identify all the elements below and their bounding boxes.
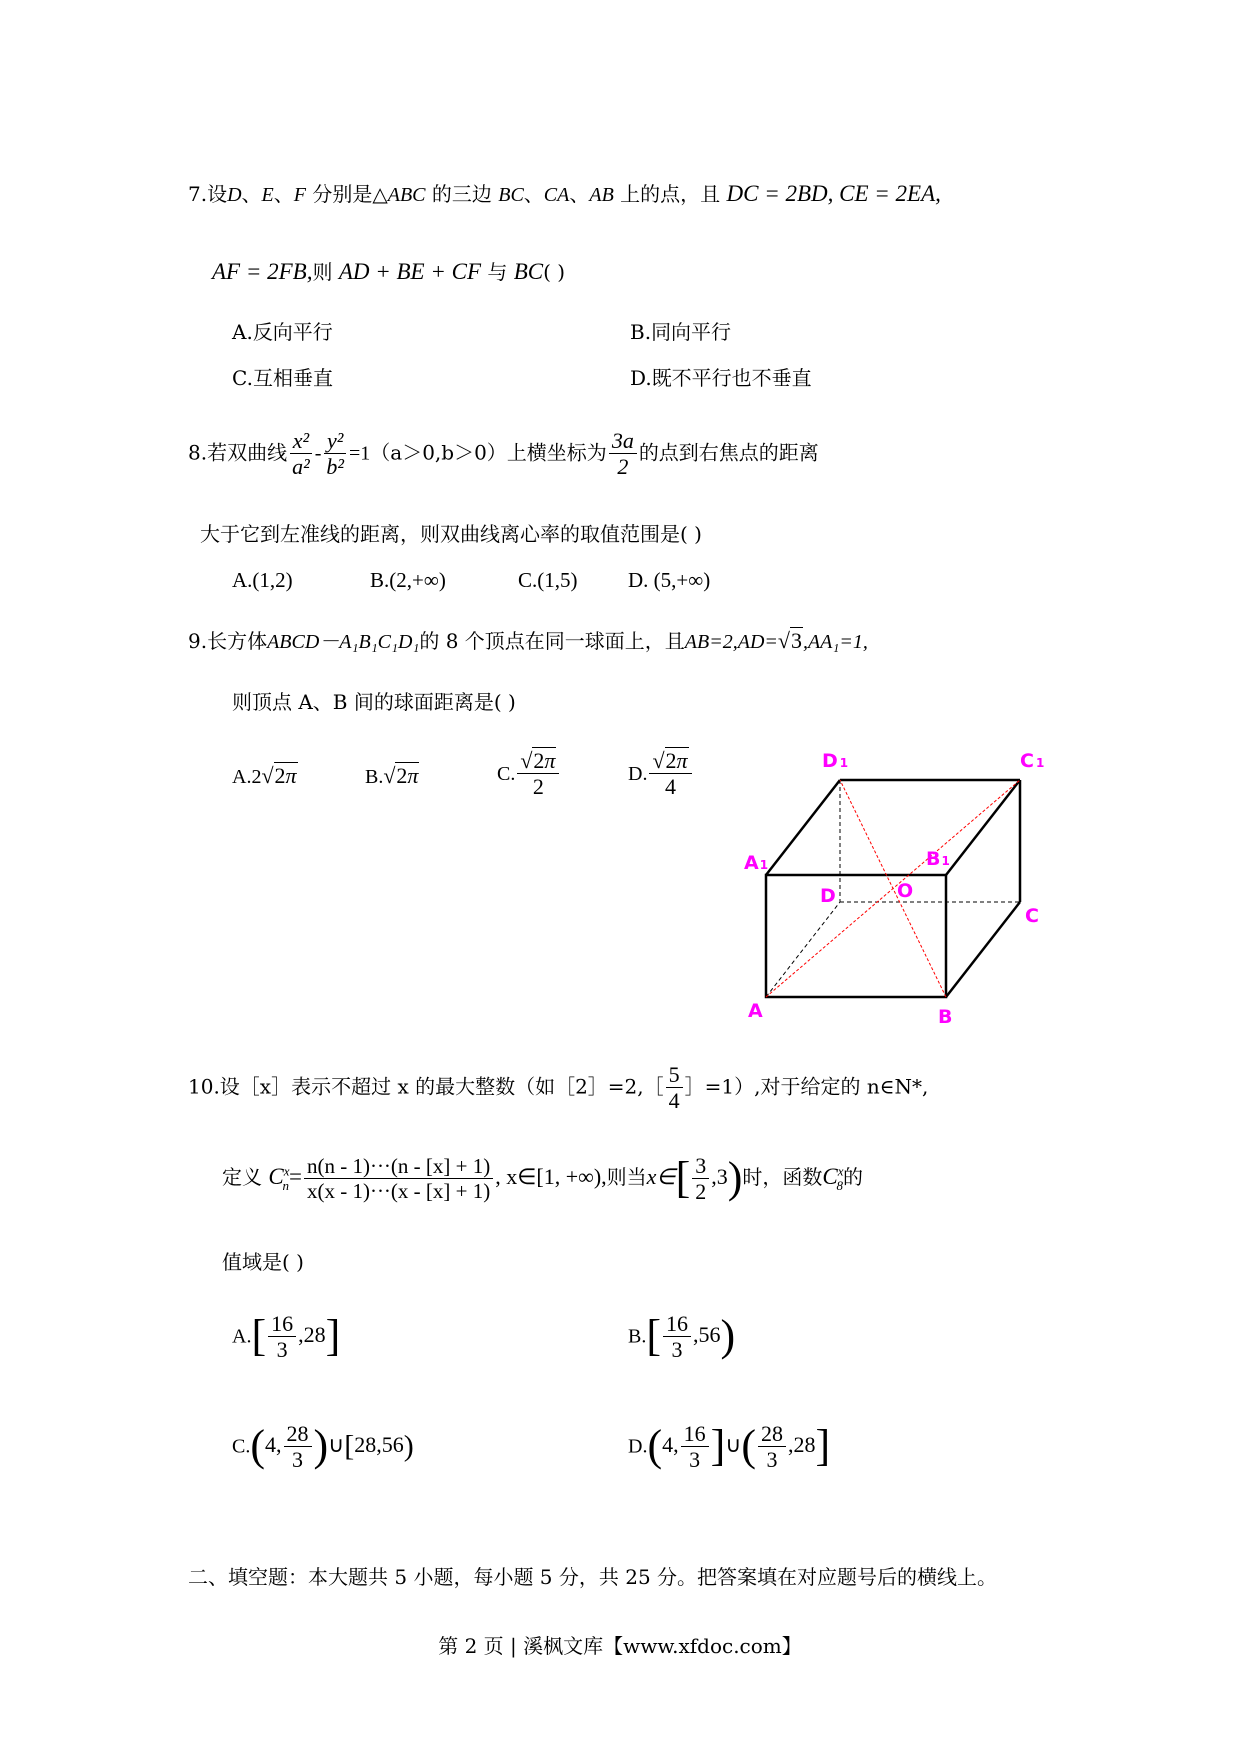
q10-line1 bbox=[188, 1062, 928, 1114]
label-c1: C 1 bbox=[1020, 750, 1045, 772]
q8-fraction-x2-a2: $\frac{\text{x²}}{\text{a²}}$ bbox=[289, 428, 313, 480]
q8-mid-text: 上横坐标为 bbox=[506, 440, 607, 465]
q10-then: 则当 bbox=[606, 1164, 647, 1189]
q7-answer-blank: ( ) bbox=[543, 260, 566, 284]
q7-stem-end: 上的点，且 bbox=[620, 182, 721, 206]
edge-a1d1 bbox=[766, 780, 840, 875]
edge-b1c1 bbox=[946, 780, 1020, 875]
front-face bbox=[766, 875, 946, 997]
q8-line1 bbox=[188, 428, 819, 480]
q7-condition-2: AF = 2FB, bbox=[212, 259, 313, 284]
q10-line3: 值域是( ) bbox=[222, 1250, 304, 1274]
q7-side-bc: BC bbox=[498, 184, 524, 206]
q8-option-b: B.(2,+∞) bbox=[370, 568, 446, 592]
q7-stem-mid2: 的三边 bbox=[431, 182, 492, 206]
page-footer: 第 2 页 | 溪枫文库【www.xfdoc.com】 bbox=[438, 1634, 802, 1658]
q9-option-d: D. $\frac{√2\pi}{4}$ bbox=[628, 748, 694, 800]
q7-option-d: D.既不平行也不垂直 bbox=[630, 366, 812, 390]
q7-then: 则 bbox=[312, 260, 333, 284]
q10-combination-symbol: $C^x_n$ bbox=[268, 1163, 290, 1193]
q7-triangle: ABC bbox=[387, 184, 426, 206]
q9-line1: 9.长方体ABCD－A₁B₁C₁D₁的 8 个顶点在同一球面上，且AB=2,AD=√3,AA₁=1, bbox=[188, 628, 868, 653]
q7-option-b: B.同向平行 bbox=[630, 320, 732, 344]
q8-fraction-3a-2: $\frac{3a}{2}$ bbox=[609, 428, 637, 480]
q7-vector-bc: BC bbox=[513, 259, 544, 284]
edge-bc bbox=[946, 902, 1020, 997]
label-b: B bbox=[938, 1006, 953, 1028]
label-c: C bbox=[1025, 905, 1039, 927]
q8-option-a: A.(1,2) bbox=[232, 568, 293, 592]
diagonal-bd1 bbox=[840, 780, 946, 997]
q10-definition-fraction: $\frac{n(n - 1)\cdot\cdot\cdot(n - [x] + 1)}{x(x - 1)\cdot\cdot\cdot(x - [x] + 1)}$ bbox=[304, 1154, 493, 1203]
q8-line2: 大于它到左准线的距离，则双曲线离心率的取值范围是( ) bbox=[200, 522, 702, 546]
section-2-heading: 二、填空题：本大题共 5 小题，每小题 5 分，共 25 分。把答案填在对应题号后的横线上。 bbox=[188, 1565, 998, 1589]
q7-with: 与 bbox=[487, 260, 508, 284]
label-d1: D 1 bbox=[822, 750, 849, 772]
q8-minus: - bbox=[314, 442, 322, 465]
q9-ab-ad: AB=2,AD= bbox=[684, 631, 778, 653]
label-b1: B1 bbox=[926, 848, 950, 870]
q8-equals-one: =1 bbox=[348, 442, 371, 465]
q7-condition-1: DC = 2BD, CE = 2EA, bbox=[726, 181, 941, 206]
q10-func-text: 时，函数 bbox=[742, 1164, 823, 1189]
q9-option-b: B.√2π bbox=[365, 763, 419, 788]
label-a: A bbox=[748, 1000, 763, 1022]
q8-option-c: C.(1,5) bbox=[518, 568, 578, 592]
q10-option-c: C.(4, $\frac{28}{3}$ )∪[28,56) bbox=[232, 1420, 414, 1472]
q10-fraction-5-4: $\frac{5}{4}$ bbox=[666, 1062, 683, 1114]
q9-option-c: C. $\frac{√2\pi}{2}$ bbox=[497, 748, 561, 800]
q7-line2 bbox=[212, 258, 565, 286]
q7-line1: 7.设D、E、F 分别是△ABC 的三边 BC、CA、AB 上的点，且 DC = 2BD, CE = 2EA, bbox=[188, 181, 941, 206]
q10-c8-symbol: $C^x_8$ bbox=[822, 1163, 844, 1193]
q10-option-a: A.[ $\frac{16}{3}$ ,28] bbox=[232, 1310, 341, 1362]
q8-end-text: 的点到右焦点的距离 bbox=[638, 440, 819, 465]
hidden-edge-ad bbox=[766, 902, 840, 997]
q7-option-a: A.反向平行 bbox=[232, 320, 333, 344]
q10-line1-a: 10.设［x］表示不超过 x 的最大整数（如［2］=2,［ bbox=[188, 1074, 664, 1099]
q10-x-in: x∈ bbox=[646, 1163, 676, 1189]
q7-point-d: D bbox=[227, 184, 242, 206]
q8-option-d: D. (5,+∞) bbox=[628, 568, 711, 592]
q9-solid-name: ABCD－A₁B₁C₁D₁ bbox=[267, 631, 420, 653]
q7-side-ab: AB bbox=[589, 184, 614, 206]
q9-aa1: ,AA₁=1, bbox=[802, 631, 868, 653]
q7-point-f: F bbox=[293, 184, 306, 206]
q9-line2: 则顶点 A、B 间的球面距离是( ) bbox=[232, 690, 516, 714]
q7-side-ca: CA bbox=[543, 184, 570, 206]
cuboid-diagram bbox=[720, 745, 1050, 1035]
q7-stem-mid: 分别是△ bbox=[312, 182, 388, 206]
q10-option-d: D.(4, $\frac{16}{3}$ ]∪( $\frac{28}{3}$ ,28] bbox=[628, 1420, 831, 1472]
q7-option-c: C.互相垂直 bbox=[232, 366, 333, 390]
q10-line1-b: ］=1）,对于给定的 n∈N*, bbox=[684, 1074, 929, 1099]
label-o: O bbox=[897, 880, 914, 902]
label-a1: A1 bbox=[744, 852, 769, 874]
q8-condition: （a＞0,b＞0） bbox=[370, 440, 507, 465]
q7-vector-sum: AD + BE + CF bbox=[338, 259, 482, 284]
q9-option-a: A.2√2π bbox=[232, 763, 297, 788]
q8-number: 8.若双曲线 bbox=[188, 440, 288, 465]
q7-stem-start: 7.设 bbox=[188, 182, 228, 206]
q10-domain: , x∈[1, +∞), bbox=[495, 1163, 607, 1189]
q10-line2: 定义 $C^x_n=$ $\frac{n(n - 1)\cdot\cdot\cdot(n - [x] + 1)}{x(x - 1)\cdot\cdot\cdot(x - [x] + 1)}$ , x∈[1, +∞),则当x∈[ $\frac{3}{2}$ ,3)时，函数$C^x_8$的 bbox=[222, 1152, 864, 1204]
q10-def-label: 定义 bbox=[222, 1164, 262, 1189]
q9-sqrt-3: √3 bbox=[777, 628, 802, 653]
q7-point-e: E bbox=[261, 184, 274, 206]
q8-fraction-y2-b2: $\frac{\text{y²}}{\text{b²}}$ bbox=[323, 428, 347, 480]
label-d: D bbox=[820, 885, 836, 907]
q10-option-b: B.[ $\frac{16}{3}$ ,56) bbox=[628, 1310, 736, 1362]
